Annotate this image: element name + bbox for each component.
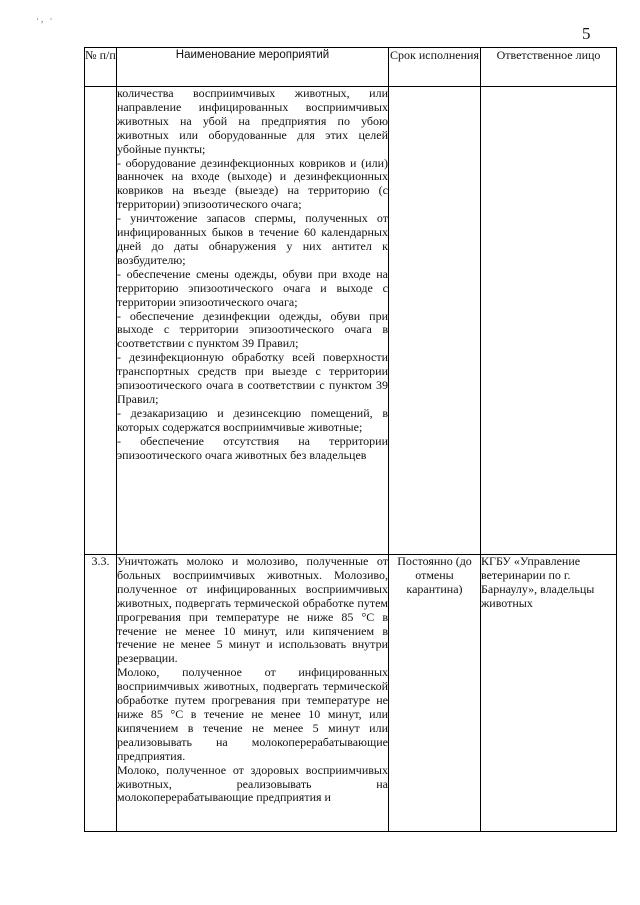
table-row	[85, 555, 617, 832]
paragraph: - дезакаризацию и дезинсекцию помещений, в которых содержатся восприимчивые животные;	[117, 405, 388, 434]
row-description	[117, 87, 389, 555]
paragraph: - обеспечение отсутствия на территории эпизоотического очага животных без владельцев	[117, 433, 388, 462]
paragraph: Уничтожать молоко и молозиво, полученные от больных восприимчивых животных. Молозиво, полученное от инфицированных восприимчивых животных, подвергать термической обработке путем прогревания при температуре не ниже 85 °С в течение не менее 10 минут, или кипячением в течение не менее 5 минут и использовать внутри резервации.	[117, 554, 388, 666]
paragraph: Молоко, полученное от здоровых восприимчивых животных, реализовывать на молокоперерабатывающие предприятия и	[117, 762, 388, 805]
measures-table	[84, 47, 617, 832]
paragraph: - обеспечение смены одежды, обуви при входе на территорию эпизоотического очага и выходе с территории эпизоотического очага;	[117, 266, 388, 309]
row-responsible: КГБУ «Управление ветеринарии по г. Барнаулу», владельцы животных	[481, 555, 617, 832]
paragraph: - дезинфекционную обработку всей поверхности транспортных средств при выезде с территории эпизоотического очага в соответствии с пунктом 39 Правил;	[117, 350, 388, 406]
table-row	[85, 87, 617, 555]
header-term: Срок исполнения	[389, 48, 481, 87]
row-term: Постоянно (до отмены карантина)	[389, 555, 481, 832]
page-number: 5	[582, 24, 591, 43]
paragraph: - оборудование дезинфекционных ковриков и (или) ванночек на входе (выходе) и дезинфекционных ковриков на въезде (выезде) на территорию (с территории) эпизоотического очага;	[117, 155, 388, 212]
header-responsible: Ответственное лицо	[481, 48, 617, 87]
row-term	[389, 87, 481, 555]
header-name: Наименование мероприятий	[117, 48, 389, 87]
row-number	[85, 87, 117, 555]
table-header-row	[85, 48, 617, 87]
paragraph: количества восприимчивых животных, или направление инфицированных восприимчивых животных на убой на предприятия по убою животных или оборудованные для этих целей убойные пункты;	[117, 86, 388, 156]
paragraph: - обеспечение дезинфекции одежды, обуви при выходе с территории эпизоотического очага в соответствии с пунктом 39 Правил;	[117, 308, 388, 351]
corner-marks: ·, ·	[36, 14, 55, 24]
row-responsible	[481, 87, 617, 555]
header-number: № п/п	[85, 48, 117, 87]
row-number: 3.3.	[85, 555, 117, 832]
row-description	[117, 555, 389, 832]
paragraph: - уничтожение запасов спермы, полученных от инфицированных быков в течение 60 календарных дней до даты обнаружения у них антител к возбудителю;	[117, 211, 388, 267]
paragraph: Молоко, полученное от инфицированных восприимчивых животных, подвергать термической обработке путем прогревания при температуре не ниже 85 °С в течение не менее 10 минут, или кипячением в течение не менее 5 минут или реализовывать на молокоперерабатывающие предприятия.	[117, 665, 388, 763]
